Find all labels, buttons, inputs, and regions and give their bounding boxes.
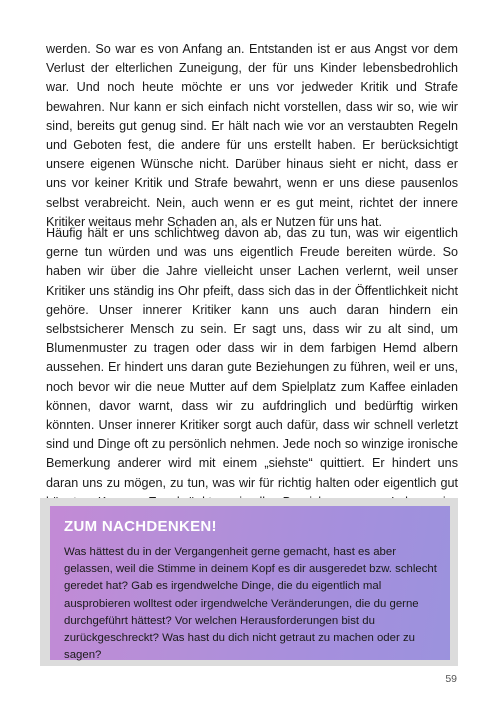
body-paragraph-2: Häufig hält er uns schlichtweg davon ab, das zu tun, was wir eigentlich gerne tun würden und was uns eigentlich Freude bereiten würde. So haben wir über die Jahre vielleicht unser Lachen verlernt, weil unser Kritiker uns ständig ins Ohr pfeift, dass sich das in der Öffentlichkeit nicht gehöre. Unser innerer Kritiker kann uns auch daran hindern ein selbstsicherer Mensch zu sein. Er sagt uns, dass wir zu alt sind, um Blumenmuster zu tragen oder dass wir in dem farbigen Hemd albern aussehen. Er hindert uns daran gute Beziehungen zu führen, weil er uns, noch bevor wir die neue Mutter auf dem Spielplatz zum Kaffee einladen können, davor warnt, dass wir zu aufdringlich und bedürftig wirken könnten. Unser innerer Kritiker sorgt auch dafür, dass wir schnell verletzt sind und Dinge oft zu persönlich nehmen. Jede noch so winzige ironische Bemerkung anderer wird mit einem „siehste“ quittiert. Er hindert uns daran uns zu mögen, zu tun, was wir für richtig halten oder eigentlich gut (46, 226, 458, 490)
reflection-box-text: Was hättest du in der Vergangenheit gerne gemacht, hast es aber gelassen, weil die Stimme in deinem Kopf es dir ausgeredet bzw. schlecht geredet hat? Gab es irgendwelche Dinge, die du eigentlich mal ausprobieren wolltest oder irgendwelche Veränderungen, die du gerne durchgeführt hättest? Vor welchen Herausforderungen bist du zurückgeschreckt? Was hast du dich nicht getraut zu machen oder zu sagen? (64, 546, 437, 662)
reflection-box-title: ZUM NACHDENKEN! (64, 518, 217, 535)
body-paragraph-1: werden. So war es von Anfang an. Entstanden ist er aus Angst vor dem Verlust der elterlichen Zuneigung, der für uns Kinder lebensbedrohlich war. Und noch heute möchte er uns vor jedweder Kritik und Strafe bewahren. Nur kann er sich einfach nicht vorstellen, dass wir so, wie wir sind, bereits gut genug sind. Er hält nach wie vor an verstaubten Regeln und Geboten fest, die andere für uns erstellt haben. Er berücksichtigt unsere eigenen Wünsche nicht. Darüber hinaus sieht er nicht, dass er uns vor keiner Kritik und Strafe bewahrt, wenn er uns diese pausenlos selbst verabreicht. Nein, auch wenn er es gut meint, richtet der innere Kritiker weitaus mehr Schaden an, als er Nutzen für uns hat. (46, 42, 458, 229)
reflection-box (50, 506, 450, 660)
page-number: 59 (445, 673, 457, 685)
